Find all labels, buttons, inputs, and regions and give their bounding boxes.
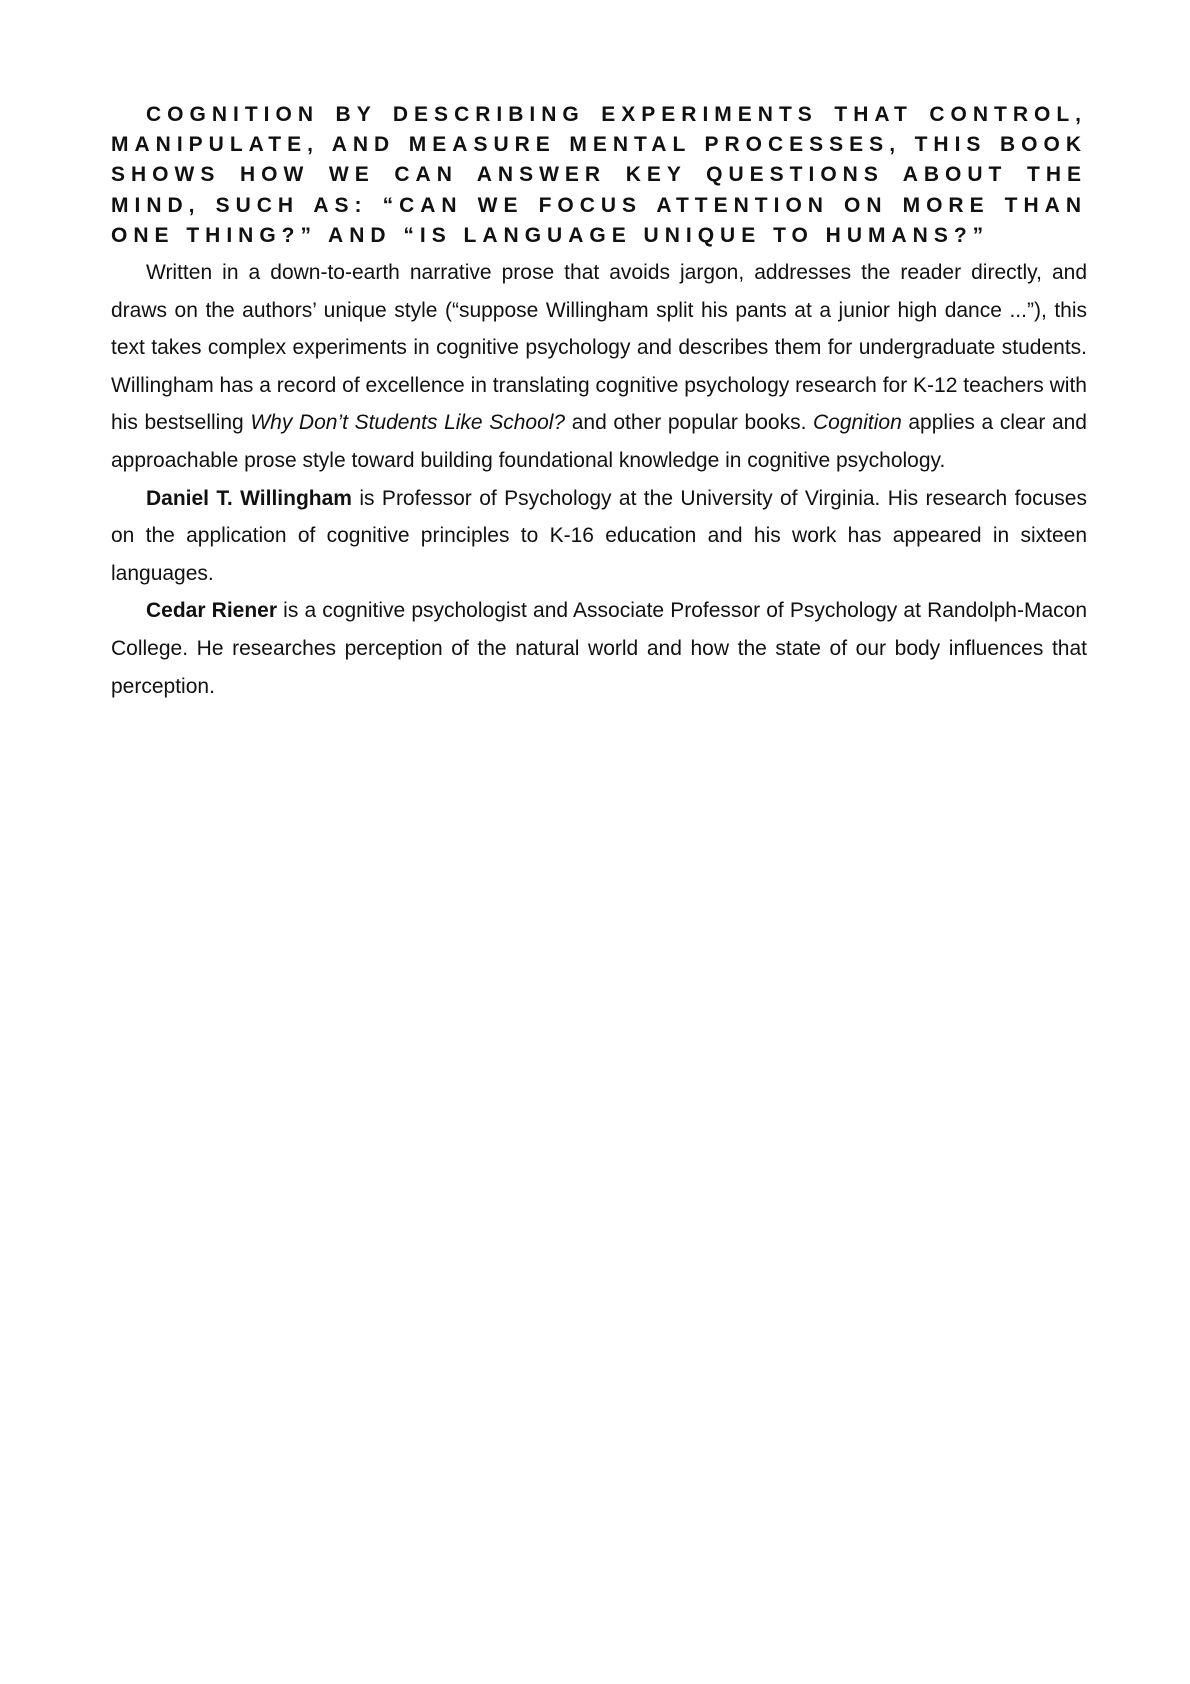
page-content <box>111 100 1087 705</box>
book-title-cognition: Cognition <box>813 411 902 435</box>
author-bio-text: is Professor of Psychology at the University of Virginia. His research focuses on the application of cognitive principles to K-16 education and his work has appeared in sixteen languages. <box>111 486 1087 585</box>
book-description <box>111 254 1087 480</box>
author-bio-text: is a cognitive psychologist and Associate Professor of Psychology at Randolph-Macon College. He researches perception of the natural world and how the state of our body influences that perception. <box>111 599 1088 698</box>
description-text: applies a clear and approachable prose style toward building foundational knowledge in cognitive psychology. <box>111 411 1087 472</box>
author-bio-willingham <box>111 480 1087 593</box>
author-name: Cedar Riener <box>146 599 278 623</box>
book-title-why-dont-students-like-school: Why Don’t Students Like School? <box>250 411 566 435</box>
description-text: Written in a down-to-earth narrative prose that avoids jargon, addresses the reader directly, and draws on the authors’ unique style (“suppose Willingham split his pants at a junior high dance ...”), this text takes complex experiments in cognitive psychology and describes them for undergraduate students. Willingham has a record of excellence in translating cognitive psychology research for K-12 teachers with his bestselling <box>111 261 1087 435</box>
description-text: and other popular books. <box>565 411 814 435</box>
book-heading: COGNITION BY DESCRIBING EXPERIMENTS THAT CONTROL, MANIPULATE, AND MEASURE MENTAL PROCESSES, THIS BOOK SHOWS HOW WE CAN ANSWER KEY QUESTIONS ABOUT THE MIND, SUCH AS: “CAN WE FOCUS ATTENTION ON MORE THAN ONE THING?” AND “IS LANGUAGE UNIQUE TO HUMANS?” <box>111 103 1087 247</box>
author-bio-riener <box>111 592 1087 705</box>
author-name: Daniel T. Willingham <box>146 486 352 510</box>
